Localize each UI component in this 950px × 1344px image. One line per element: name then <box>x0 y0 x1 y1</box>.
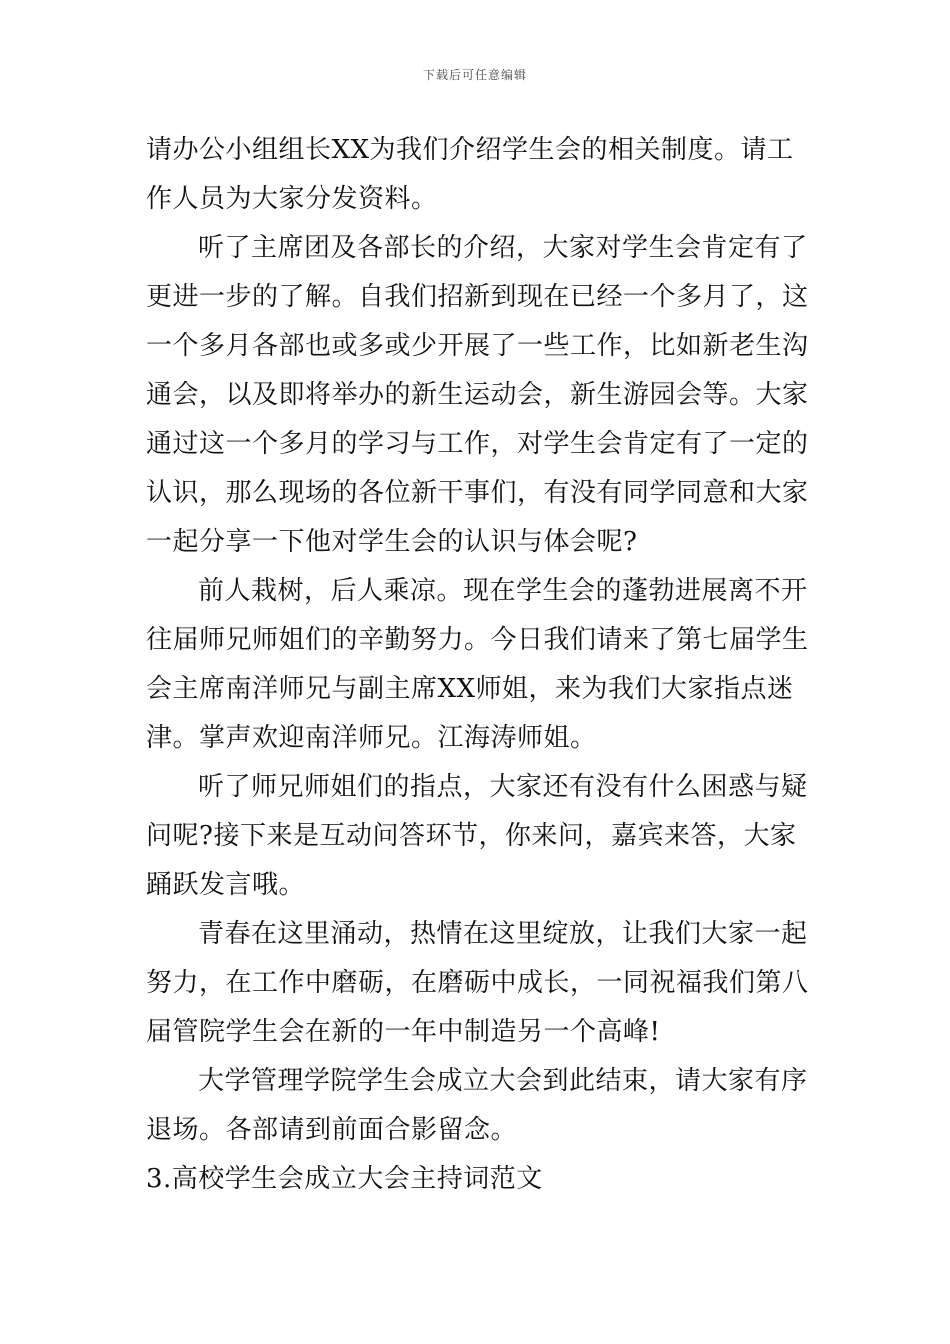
paragraph-1: 请办公小组组长XX为我们介绍学生会的相关制度。请工作人员为大家分发资料。 <box>146 135 794 214</box>
section-heading: 3.高校学生会成立大会主持词范文 <box>146 1164 543 1194</box>
paragraph-6: 大学管理学院学生会成立大会到此结束，请大家有序退场。各部请到前面合影留念。 <box>146 1066 808 1145</box>
document-body <box>146 126 811 1204</box>
paragraph-4: 听了师兄师姐们的指点，大家还有没有什么困惑与疑问呢?接下来是互动问答环节，你来问，嘉宾来答，大家踊跃发言哦。 <box>146 772 808 900</box>
paragraph-2: 听了主席团及各部长的介绍，大家对学生会肯定有了更进一步的了解。自我们招新到现在已经一个多月了，这一个多月各部也或多或少开展了一些工作，比如新老生沟通会，以及即将举办的新生运动会，新生游园会等。大家通过这一个多月的学习与工作，对学生会肯定有了一定的认识，那么现场的各位新干事们，有没有同学同意和大家一起分享一下他对学生会的认识与体会呢? <box>146 233 809 557</box>
paragraph-5: 青春在这里涌动，热情在这里绽放，让我们大家一起努力，在工作中磨砺，在磨砺中成长，一同祝福我们第八届管院学生会在新的一年中制造另一个高峰! <box>146 919 809 1047</box>
header-note: 下载后可任意编辑 <box>422 68 527 82</box>
paragraph-3: 前人栽树，后人乘凉。现在学生会的蓬勃进展离不开往届师兄师姐们的辛勤努力。今日我们请来了第七届学生会主席南洋师兄与副主席XX师姐，来为我们大家指点迷津。掌声欢迎南洋师兄。江海涛师姐。 <box>146 576 809 753</box>
